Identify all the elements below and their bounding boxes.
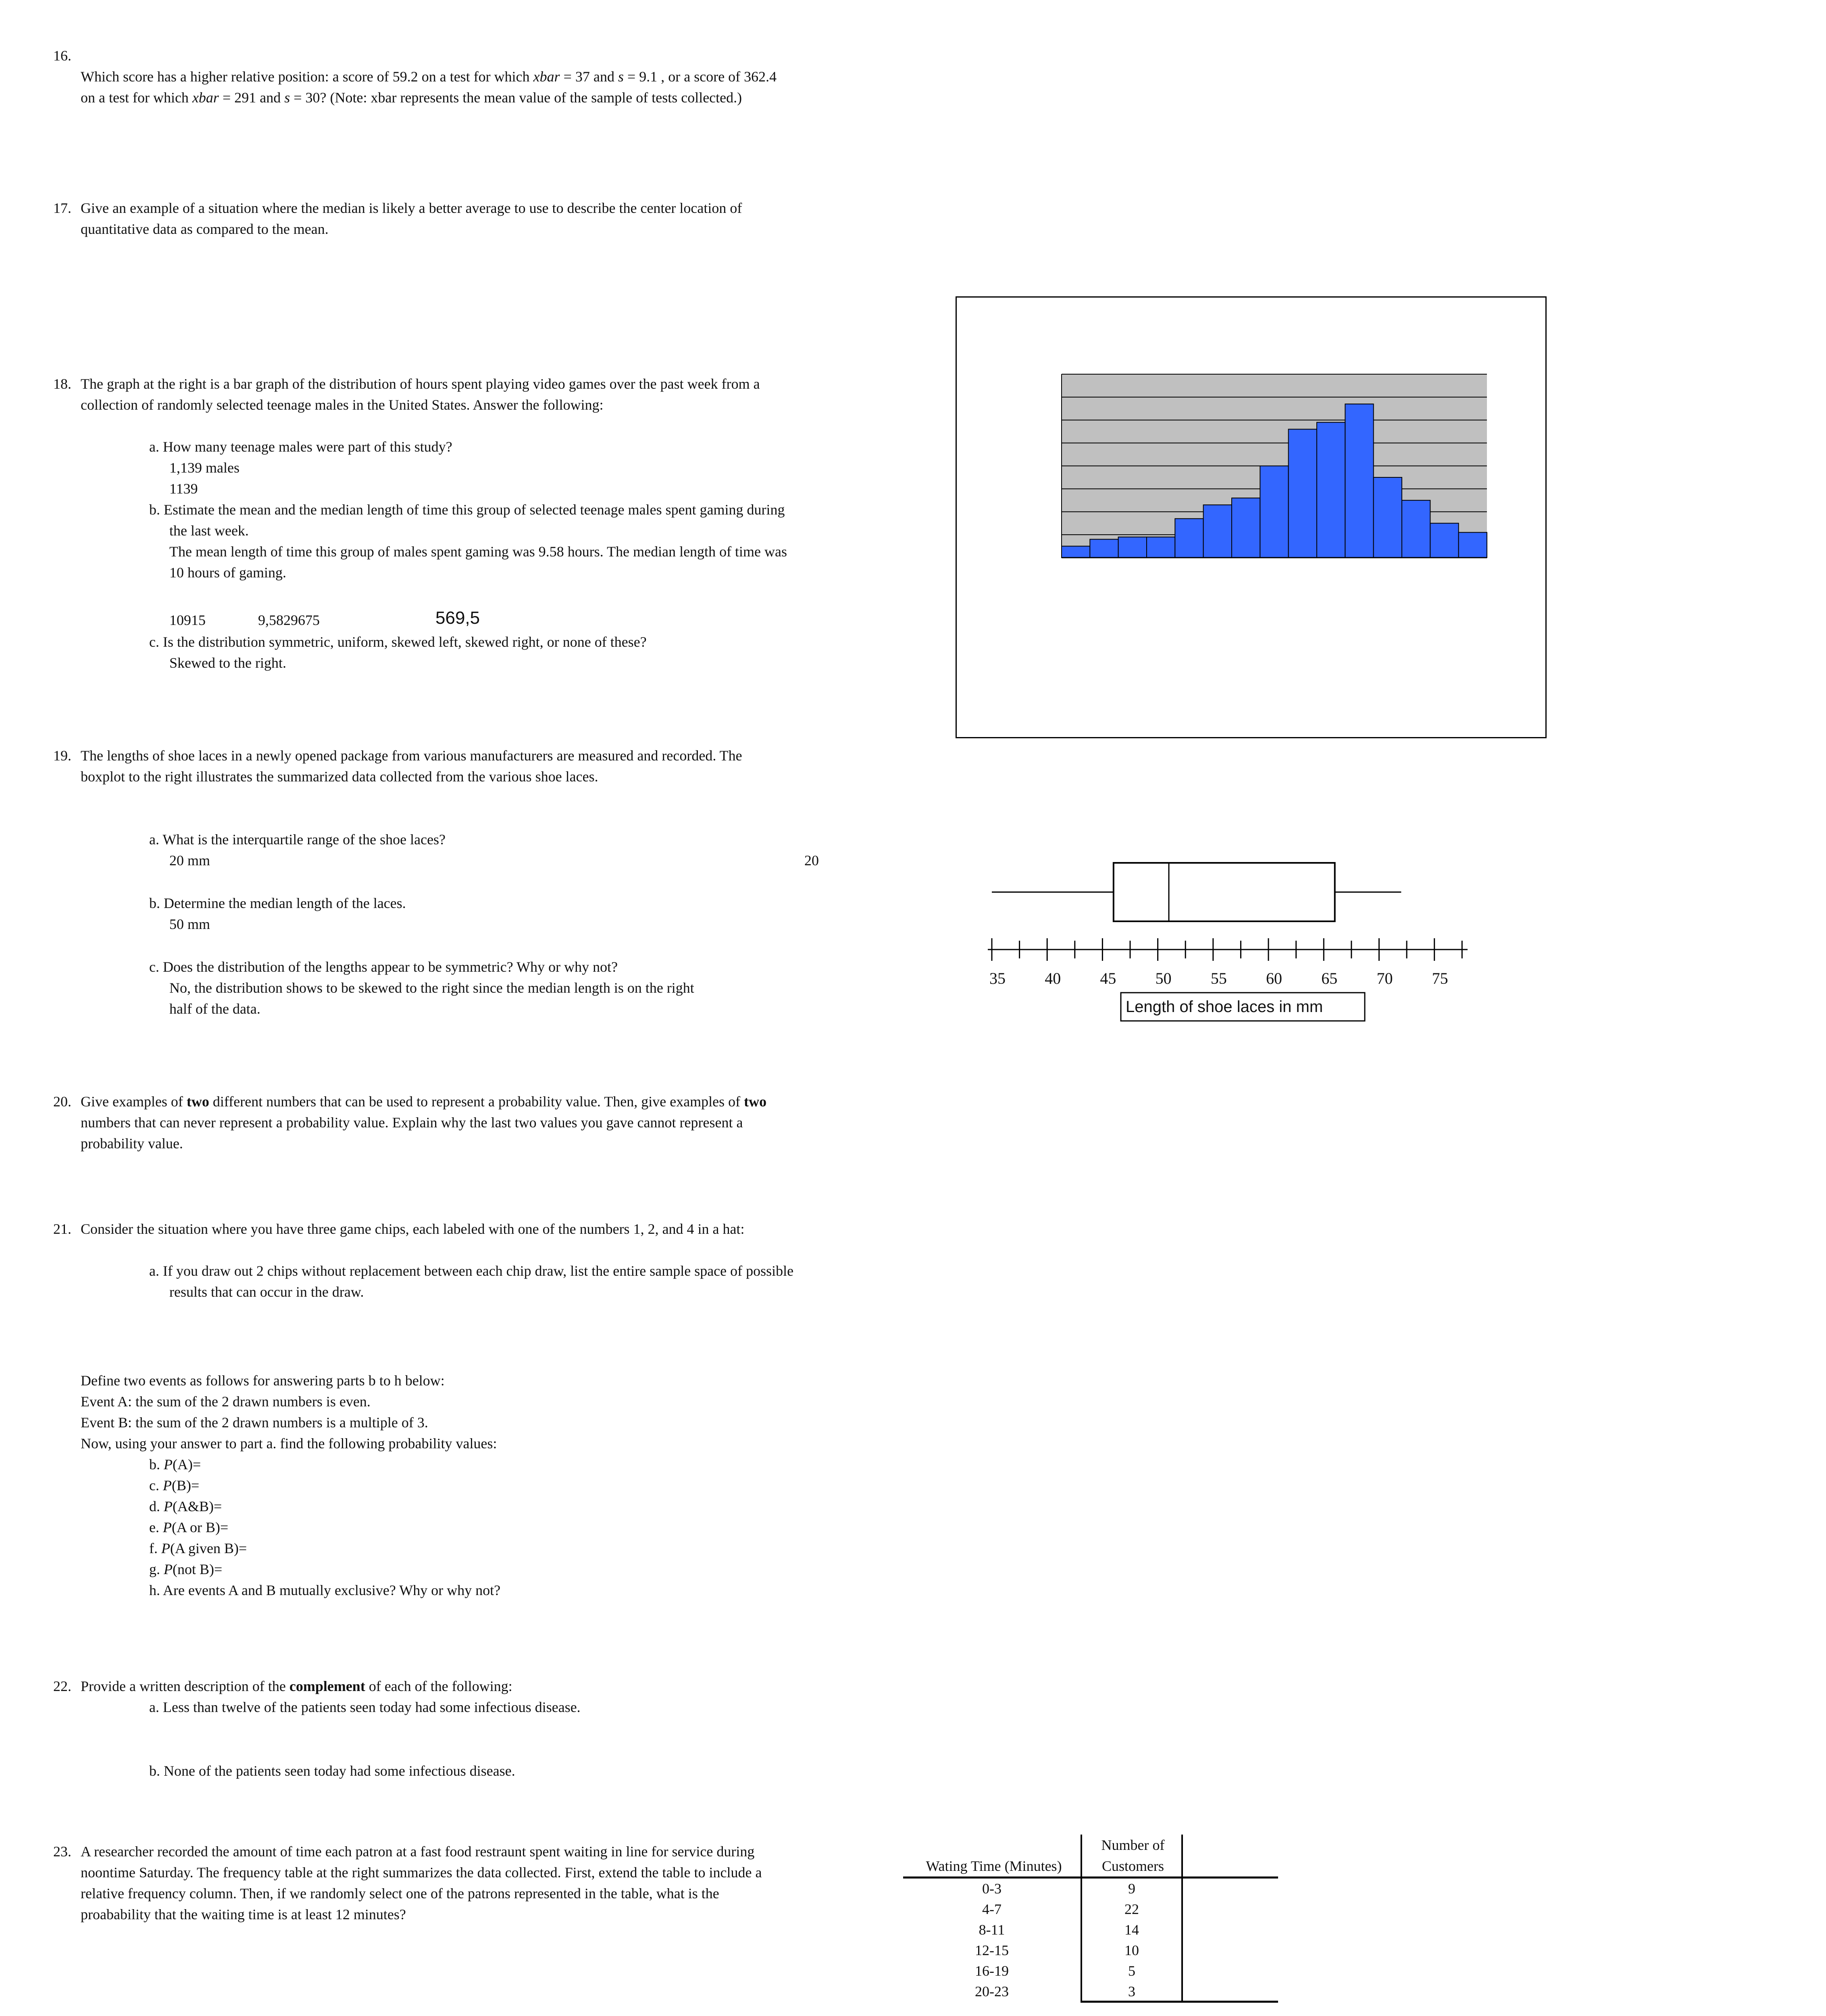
q19-part-b-answer: 50 mm <box>169 916 210 932</box>
q19-number: 19. <box>53 748 71 764</box>
q20-text-line3: probability value. <box>81 1135 183 1152</box>
q18-part-b: b. Estimate the mean and the median length of time this group of selected teenage males spent gaming during <box>149 502 785 518</box>
histogram-bar <box>1203 505 1232 558</box>
boxplot-tick-label: 35 <box>989 969 1006 987</box>
q21-part-a-line2: results that can occur in the draw. <box>169 1284 364 1300</box>
boxplot-tick-label: 40 <box>1045 969 1061 987</box>
freq-cell-time: 16-19 <box>975 1963 1009 1979</box>
q21-part-h: h. Are events A and B mutually exclusive? Why or why not? <box>149 1582 501 1598</box>
q21-part-a: a. If you draw out 2 chips without replacement between each chip draw, list the entire sample space of possible <box>149 1263 794 1279</box>
q22-text-line1: Provide a written description of the complement of each of the following: <box>81 1678 512 1694</box>
q21-text-line1: Consider the situation where you have three game chips, each labeled with one of the numbers 1, 2, and 4 in a hat: <box>81 1221 745 1237</box>
q18-calc-sum: 10915 <box>169 612 206 628</box>
freq-cell-count: 3 <box>1128 1983 1135 1999</box>
q18-number: 18. <box>53 376 71 392</box>
freq-cell-time: 0-3 <box>982 1881 1001 1897</box>
histogram-bar <box>1147 537 1175 558</box>
histogram-bar <box>1062 546 1090 558</box>
freq-cell-count: 22 <box>1124 1901 1139 1917</box>
histogram-bar <box>1374 477 1402 558</box>
q16-text-line1: Which score has a higher relative position: a score of 59.2 on a test for which xbar = 37 and s = 9.1 , or a score of 362.4 <box>81 69 777 85</box>
freq-header-number: Number of <box>1101 1837 1165 1853</box>
q21-part-c: c. P(B)= <box>149 1477 200 1493</box>
q21-definition-intro: Define two events as follows for answering parts b to h below: <box>81 1372 445 1389</box>
q19-part-a-answer: 20 mm <box>169 852 210 868</box>
freq-cell-count: 10 <box>1124 1942 1139 1958</box>
freq-cell-time: 8-11 <box>979 1922 1005 1938</box>
q19-part-a-side-value: 20 <box>804 852 819 868</box>
q21-event-b: Event B: the sum of the 2 drawn numbers is a multiple of 3. <box>81 1414 428 1431</box>
histogram-bar <box>1090 539 1118 558</box>
boxplot-box <box>1114 863 1335 921</box>
q21-part-d: d. P(A&B)= <box>149 1498 222 1514</box>
q17-number: 17. <box>53 200 71 216</box>
q18-calc-mean: 9,5829675 <box>258 612 320 628</box>
q18-part-c: c. Is the distribution symmetric, uniform, skewed left, skewed right, or none of these? <box>149 634 647 650</box>
histogram-bar <box>1317 422 1345 558</box>
q21-event-a: Event A: the sum of the 2 drawn numbers is even. <box>81 1393 371 1410</box>
histogram-bar <box>1289 429 1317 558</box>
q21-instruction: Now, using your answer to part a. find the following probability values: <box>81 1435 497 1452</box>
boxplot-tick-label: 60 <box>1266 969 1283 987</box>
q23-text-line3: relative frequency column. Then, if we randomly select one of the patrons represented in the table, what is the <box>81 1885 719 1901</box>
q19-text-line1: The lengths of shoe laces in a newly opened package from various manufacturers are measured and recorded. The <box>81 748 742 764</box>
q20-text-line2: numbers that can never represent a probability value. Explain why the last two values you gave cannot represent a <box>81 1114 743 1131</box>
histogram-bar <box>1430 523 1458 558</box>
q23-text-line4: proabability that the waiting time is at least 12 minutes? <box>81 1906 406 1922</box>
q20-number: 20. <box>53 1093 71 1110</box>
freq-cell-count: 14 <box>1124 1922 1139 1938</box>
boxplot-tick-label: 45 <box>1100 969 1116 987</box>
q17-text-line1: Give an example of a situation where the median is likely a better average to use to describe the center location of <box>81 200 742 216</box>
boxplot-tick-label: 65 <box>1321 969 1338 987</box>
q16-number: 16. <box>53 48 71 64</box>
q19-part-a: a. What is the interquartile range of the shoe laces? <box>149 831 446 848</box>
histogram-chart-frame <box>956 296 1547 738</box>
q21-part-g: g. P(not B)= <box>149 1561 223 1577</box>
boxplot-chart <box>968 847 1500 1036</box>
q21-part-e: e. P(A or B)= <box>149 1519 229 1535</box>
histogram-bar <box>1232 498 1260 558</box>
q21-probability-parts <box>149 1454 247 1580</box>
q21-number: 21. <box>53 1221 71 1237</box>
q17-text-line2: quantitative data as compared to the mean. <box>81 221 329 237</box>
q18-text-line1: The graph at the right is a bar graph of the distribution of hours spent playing video games over the past week from a <box>81 376 760 392</box>
q23-number: 23. <box>53 1843 71 1860</box>
histogram-bar <box>1402 500 1430 558</box>
histogram-bar <box>1459 532 1487 558</box>
q18-part-b-answer2: 10 hours of gaming. <box>169 564 286 581</box>
freq-cell-time: 12-15 <box>975 1942 1009 1958</box>
boxplot-tick-label: 55 <box>1210 969 1227 987</box>
q19-text-line2: boxplot to the right illustrates the summarized data collected from the various shoe laces. <box>81 768 598 785</box>
q22-number: 22. <box>53 1678 71 1694</box>
freq-cell-time: 20-23 <box>975 1983 1009 1999</box>
q18-part-a: a. How many teenage males were part of this study? <box>149 439 452 455</box>
q21-part-f: f. P(A given B)= <box>149 1540 247 1556</box>
freq-header-customers: Customers <box>1101 1858 1164 1874</box>
boxplot-axis-label: Length of shoe laces in mm <box>1126 998 1323 1016</box>
boxplot-tick-label: 50 <box>1155 969 1172 987</box>
q22-part-b: b. None of the patients seen today had some infectious disease. <box>149 1763 515 1779</box>
q23-text-line1: A researcher recorded the amount of time each patron at a fast food restraunt spent waiting in line for service during <box>81 1843 755 1860</box>
freq-divider-right <box>1181 1835 1183 2002</box>
histogram-bar <box>1345 404 1373 558</box>
histogram-bar <box>1260 466 1288 558</box>
q19-part-c: c. Does the distribution of the lengths appear to be symmetric? Why or why not? <box>149 959 618 975</box>
q19-part-c-answer2: half of the data. <box>169 1001 260 1017</box>
histogram-bar <box>1175 519 1203 558</box>
q18-part-a-answer: 1,139 males <box>169 460 239 476</box>
histogram-bar <box>1118 537 1147 558</box>
q23-text-line2: noontime Saturday. The frequency table at the right summarizes the data collected. First, extend the table to include a <box>81 1864 762 1881</box>
boxplot-tick-label: 75 <box>1432 969 1448 987</box>
histogram-chart <box>957 298 1545 737</box>
q21-part-b: b. P(A)= <box>149 1456 201 1472</box>
freq-cell-time: 4-7 <box>982 1901 1001 1917</box>
q18-calc-half: 569,5 <box>435 608 480 628</box>
freq-header-waiting-time: Wating Time (Minutes) <box>926 1858 1062 1874</box>
q19-part-b: b. Determine the median length of the laces. <box>149 895 406 911</box>
frequency-table <box>903 1835 1278 2004</box>
q18-text-line2: collection of randomly selected teenage males in the United States. Answer the following: <box>81 397 604 413</box>
q18-part-a-calc: 1139 <box>169 481 198 497</box>
freq-cell-count: 5 <box>1128 1963 1135 1979</box>
q18-part-b-line2: the last week. <box>169 523 249 539</box>
freq-cell-count: 9 <box>1128 1881 1135 1897</box>
q18-part-b-answer1: The mean length of time this group of males spent gaming was 9.58 hours. The median length of time was <box>169 544 787 560</box>
q19-part-c-answer1: No, the distribution shows to be skewed to the right since the median length is on the right <box>169 980 694 996</box>
q16-text-line2: on a test for which xbar = 291 and s = 30? (Note: xbar represents the mean value of the sample of tests collected.) <box>81 90 742 106</box>
q20-text-line1: Give examples of two different numbers that can be used to represent a probability value. Then, give examples of two <box>81 1093 767 1110</box>
q22-part-a: a. Less than twelve of the patients seen today had some infectious disease. <box>149 1699 581 1715</box>
q18-part-c-answer: Skewed to the right. <box>169 655 286 671</box>
boxplot-tick-label: 70 <box>1376 969 1393 987</box>
